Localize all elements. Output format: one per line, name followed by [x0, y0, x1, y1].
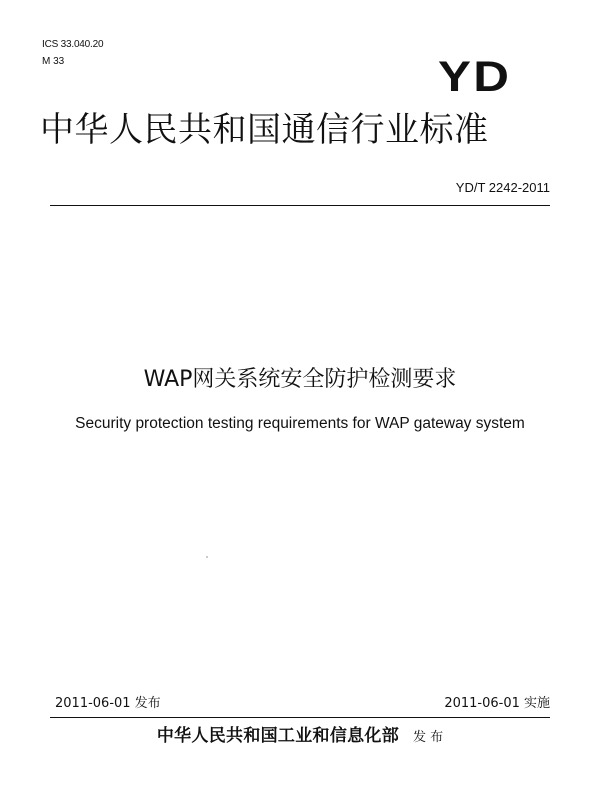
document-title-english: Security protection testing requirements for WAP gateway system [75, 415, 525, 432]
issuer-suffix: 发 布 [413, 730, 444, 745]
ics-code: ICS 33.040.20 [42, 39, 104, 50]
standard-number: YD/T 2242-2011 [455, 180, 550, 195]
bottom-divider [50, 717, 550, 718]
yd-logo: YD [438, 53, 512, 101]
issuer-name: 中华人民共和国工业和信息化部 [156, 726, 400, 746]
standard-category-title: 中华人民共和国通信行业标准 [40, 110, 489, 150]
implementation-date: 2011-06-01 实施 [444, 696, 550, 711]
ccs-code: M 33 [42, 56, 65, 67]
scan-speck [206, 556, 208, 558]
issue-date: 2011-06-01 发布 [55, 696, 161, 711]
issuer-line [0, 725, 600, 749]
top-divider [50, 205, 550, 206]
document-title-chinese: WAP网关系统安全防护检测要求 [143, 367, 457, 392]
